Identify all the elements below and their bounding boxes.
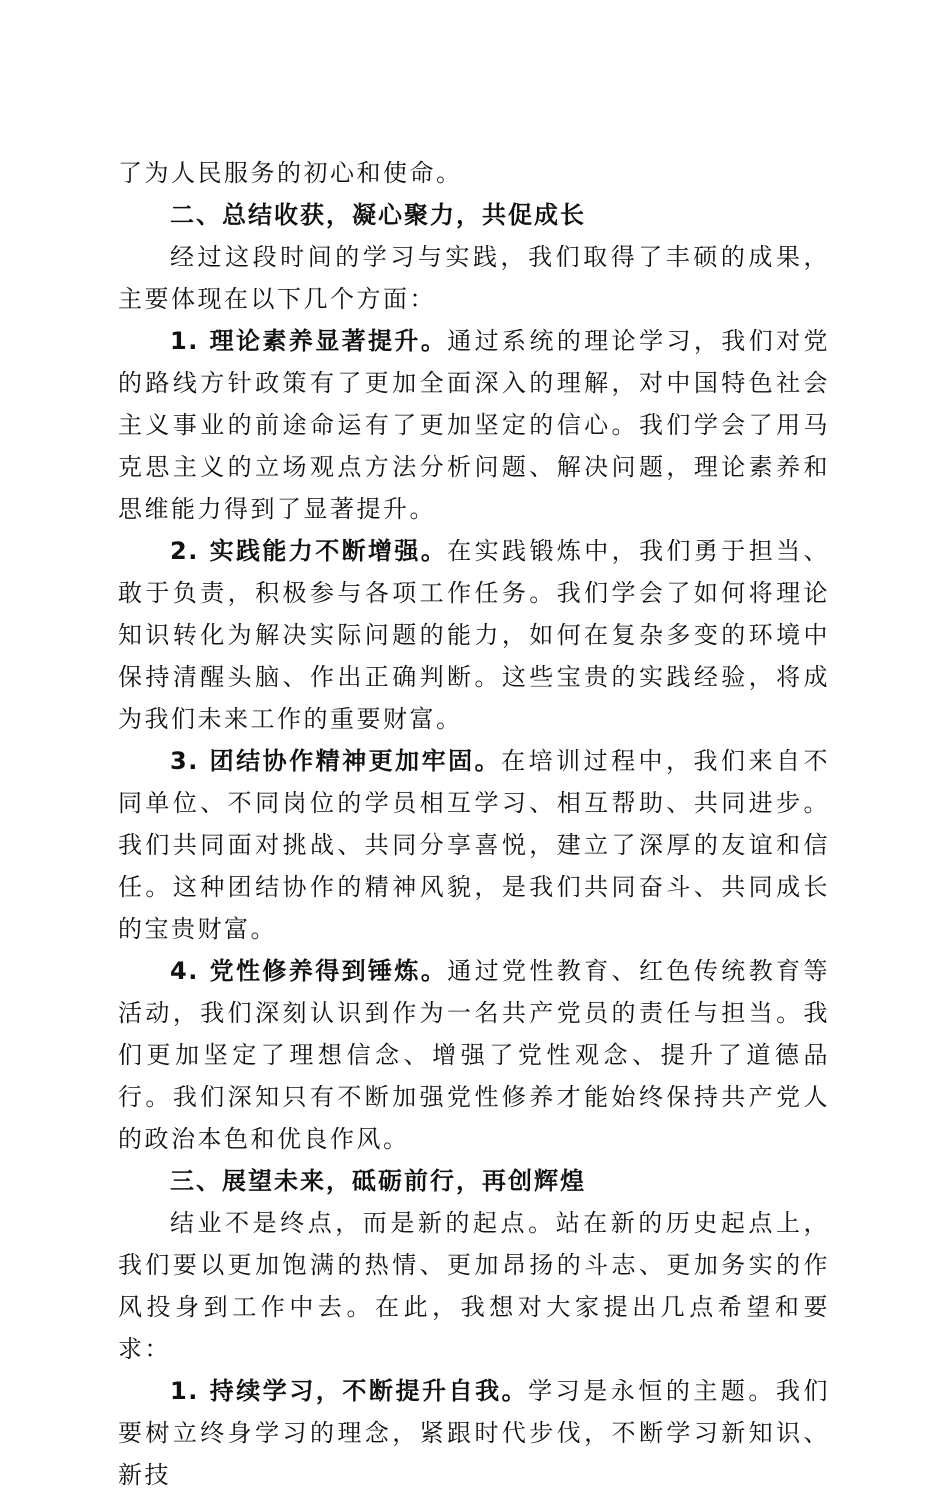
section-2-intro: 经过这段时间的学习与实践，我们取得了丰硕的成果，主要体现在以下几个方面：	[118, 243, 830, 313]
item-body: 在培训过程中，我们来自不同单位、不同岗位的学员相互学习、相互帮助、共同进步。我们共同面对挑战、共同分享喜悦，建立了深厚的友谊和信任。这种团结协作的精神风貌，是我们共同奋斗、共同成长的宝贵财富。	[118, 747, 831, 943]
list-item	[118, 740, 830, 950]
item-lead: 1. 持续学习，不断提升自我。	[170, 1377, 529, 1405]
item-lead: 3. 团结协作精神更加牢固。	[170, 747, 502, 775]
continuation-paragraph: 了为人民服务的初心和使命。	[118, 159, 463, 187]
list-item	[118, 530, 830, 740]
item-lead: 1. 理论素养显著提升。	[170, 327, 448, 355]
section-heading-2: 二、总结收获，凝心聚力，共促成长	[170, 201, 586, 229]
list-item	[118, 320, 830, 530]
item-body: 在实践锻炼中，我们勇于担当、敢于负责，积极参与各项工作任务。我们学会了如何将理论知识转化为解决实际问题的能力，如何在复杂多变的环境中保持清醒头脑、作出正确判断。这些宝贵的实践经验，将成为我们未来工作的重要财富。	[118, 537, 831, 733]
item-body: 通过系统的理论学习，我们对党的路线方针政策有了更加全面深入的理解，对中国特色社会主义事业的前途命运有了更加坚定的信心。我们学会了用马克思主义的立场观点方法分析问题、解决问题，理论素养和思维能力得到了显著提升。	[118, 327, 831, 523]
list-item	[118, 1370, 830, 1496]
section-3-intro: 结业不是终点，而是新的起点。站在新的历史起点上，我们要以更加饱满的热情、更加昂扬的斗志、更加务实的作风投身到工作中去。在此，我想对大家提出几点希望和要求：	[118, 1209, 830, 1363]
item-lead: 2. 实践能力不断增强。	[170, 537, 448, 565]
item-lead: 4. 党性修养得到锤炼。	[170, 957, 448, 985]
section-heading-3: 三、展望未来，砥砺前行，再创辉煌	[170, 1167, 586, 1195]
item-body: 学习是永恒的主题。我们要树立终身学习的理念，紧跟时代步伐，不断学习新知识、新技	[118, 1377, 830, 1489]
list-item	[118, 950, 830, 1160]
item-body: 通过党性教育、红色传统教育等活动，我们深刻认识到作为一名共产党员的责任与担当。我们更加坚定了理想信念、增强了党性观念、提升了道德品行。我们深知只有不断加强党性修养才能始终保持共产党人的政治本色和优良作风。	[118, 957, 831, 1153]
document-body	[118, 152, 830, 1496]
